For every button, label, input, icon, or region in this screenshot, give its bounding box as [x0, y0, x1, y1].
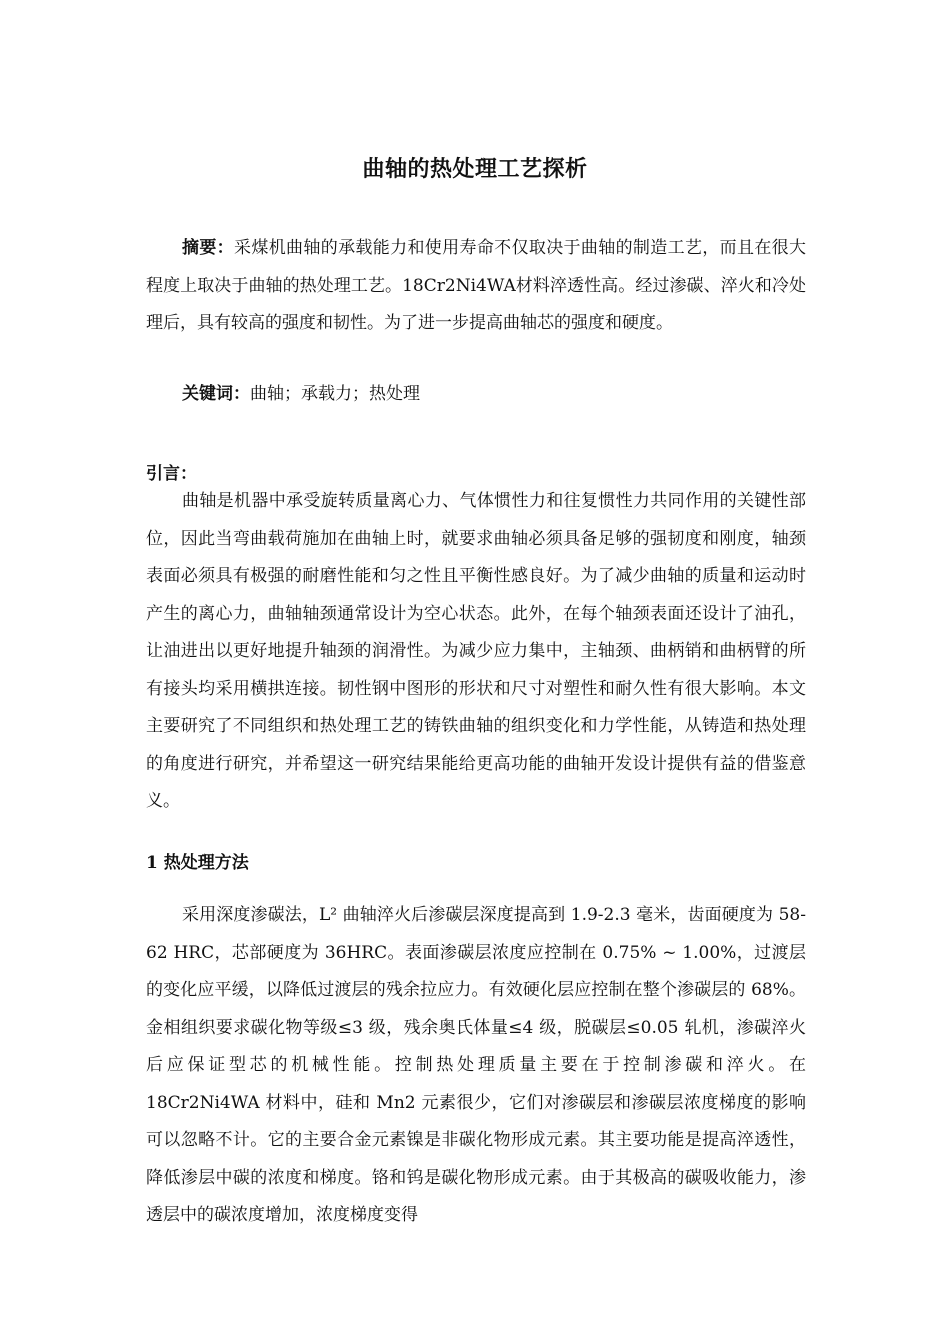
abstract-paragraph: [146, 230, 806, 343]
document-title: 曲轴的热处理工艺探析: [362, 156, 588, 182]
keywords-label: 关键词：: [182, 384, 250, 404]
keywords-text: 曲轴；承载力；热处理: [250, 384, 420, 404]
section-1-heading: 1 热处理方法: [146, 853, 249, 873]
keywords-paragraph: [146, 376, 806, 414]
abstract-text: 采煤机曲轴的承载能力和使用寿命不仅取决于曲轴的制造工艺，而且在很大程度上取决于曲轴的热处理工艺。18Cr2Ni4WA材料淬透性高。经过渗碳、淬火和冷处理后，具有较高的强度和韧性。为了进一步提高曲轴芯的强度和硬度。: [146, 238, 807, 333]
intro-heading: 引言：: [146, 464, 197, 484]
abstract-label: 摘要：: [182, 238, 235, 258]
section-1-paragraph: 采用深度渗碳法，L² 曲轴淬火后渗碳层深度提高到 1.9-2.3 毫米，齿面硬度为 58-62 HRC，芯部硬度为 36HRC。表面渗碳层浓度应控制在 0.75% ~ 1.00%，过渡层的变化应平缓，以降低过渡层的残余拉应力。有效硬化层应控制在整个渗碳层的 68%。金相组织要求碳化物等级≤3 级，残余奥氏体量≤4 级，脱碳层≤0.05 轧机，渗碳淬火后应保证型芯的机械性能。控制热处理质量主要在于控制渗碳和淬火。在 18Cr2Ni4WA 材料中，硅和 Mn2 元素很少，它们对渗碳层和渗碳层浓度梯度的影响可以忽略不计。它的主要合金元素镍是非碳化物形成元素。其主要功能是提高淬透性，降低渗层中碳的浓度和梯度。铬和钨是碳化物形成元素。由于其极高的碳吸收能力，渗透层中的碳浓度增加，浓度梯度变得: [146, 905, 806, 1225]
intro-paragraph: 曲轴是机器中承受旋转质量离心力、气体惯性力和往复惯性力共同作用的关键性部位，因此当弯曲载荷施加在曲轴上时，就要求曲轴必须具备足够的强韧度和刚度，轴颈表面必须具有极强的耐磨性能和匀之性且平衡性感良好。为了减少曲轴的质量和运动时产生的离心力，曲轴轴颈通常设计为空心状态。此外，在每个轴颈表面还设计了油孔，让油进出以更好地提升轴颈的润滑性。为减少应力集中，主轴颈、曲柄销和曲柄臂的所有接头均采用横拱连接。韧性钢中图形的形状和尺寸对塑性和耐久性有很大影响。本文主要研究了不同组织和热处理工艺的铸铁曲轴的组织变化和力学性能，从铸造和热处理的角度进行研究，并希望这一研究结果能给更高功能的曲轴开发设计提供有益的借鉴意义。: [146, 491, 806, 811]
